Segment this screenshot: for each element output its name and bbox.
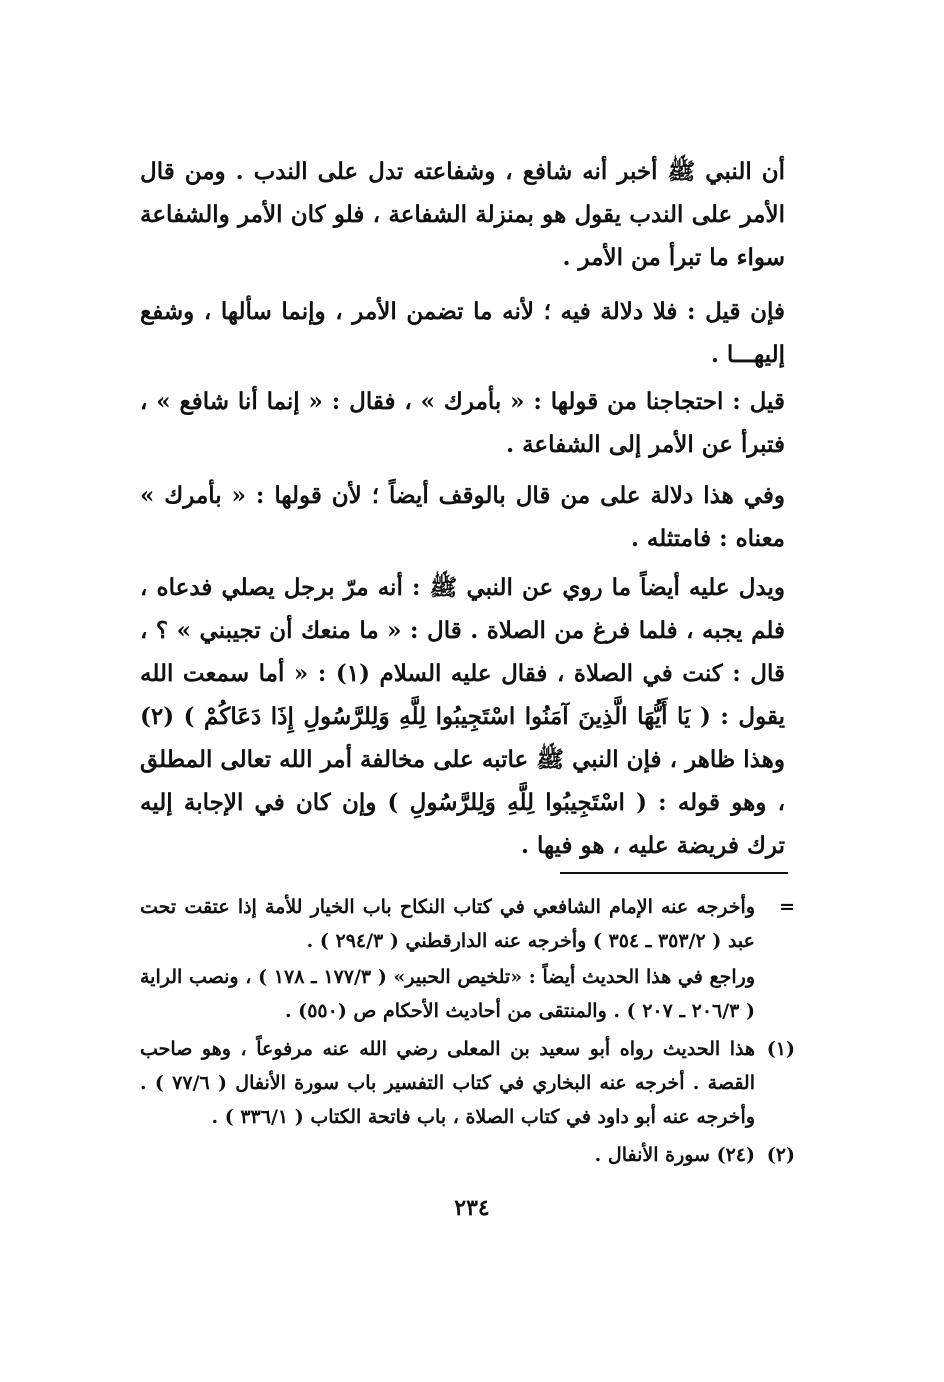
footnote-continuation-mark: = (779, 896, 795, 918)
main-paragraph-4 (140, 474, 785, 560)
paragraph-text: وفي هذا دلالة على من قال بالوقف أيضاً ؛ لأن قولها : « بأمرك » معناه : فامتثله . (140, 482, 785, 552)
footnote-text: هذا الحديث رواه أبو سعيد بن المعلى رضي الله عنه مرفوعاً ، وهو صاحب القصة . أخرجه عنه البخاري في كتاب التفسير باب سورة الأنفال ( ٧٧/٦ ) . وأخرجه عنه أبو داود في كتاب الصلاة ، باب فاتحة الكتاب ( ٣٣٦/١ ) . (140, 1038, 756, 1128)
paragraph-text: أن النبي ﷺ أخبر أنه شافع ، وشفاعته تدل على الندب . ومن قال الأمر على الندب يقول هو بمنزلة الشفاعة ، فلو كان الأمر والشفاعة سواء ما تبرأ من الأمر . (140, 158, 785, 271)
page-number: ٢٣٤ (454, 1195, 490, 1221)
footnote-separator (560, 872, 788, 874)
footnote-continuation-2 (140, 960, 795, 1028)
footnote-continuation (140, 890, 795, 958)
footnote-text: وأخرجه عنه الإمام الشافعي في كتاب النكاح باب الخيار للأمة إذا عتقت تحت عبد ( ٣٥٣/٢ ـ ٣٥٤ ) وأخرجه عنه الدارقطني ( ٢٩٤/٣ ) . (140, 896, 755, 952)
main-paragraph-2 (140, 290, 785, 376)
paragraph-text: فإن قيل : فلا دلالة فيه ؛ لأنه ما تضمن الأمر ، وإنما سألها ، وشفع إليهـــا . (140, 298, 785, 368)
paragraph-text: ويدل عليه أيضاً ما روي عن النبي ﷺ : أنه مرّ برجل يصلي فدعاه ، فلم يجبه ، فلما فرغ من الصلاة . قال : « ما منعك أن تجيبني » ؟ ، قال : كنت في الصلاة ، فقال عليه السلام (١) : « أما سمعت الله يقول : ( يَا أَيُّهَا الَّذِينَ آمَنُوا اسْتَجِيبُوا لِلَّهِ وَلِلرَّسُولِ إِذَا دَعَاكُمْ ) (٢) وهذا ظاهر ، فإن النبي ﷺ عاتبه على مخالفة أمر الله تعالى المطلق ، وهو قوله : ( اسْتَجِيبُوا لِلَّهِ وَلِلرَّسُولِ ) وإن كان في الإجابة إليه ترك فريضة عليه ، هو فيها . (140, 574, 786, 859)
footnote-text: (٢٤) سورة الأنفال . (594, 1144, 755, 1166)
footnote-2 (140, 1138, 795, 1172)
main-paragraph-5 (140, 566, 785, 867)
footnote-text: وراجع في هذا الحديث أيضاً : «تلخيص الحبير» ( ١٧٧/٣ ـ ١٧٨ ) ، ونصب الراية ( ٢٠٦/٣ ـ ٢٠٧ ) . والمنتقى من أحاديث الأحكام ص (٥٥٠) . (140, 966, 756, 1022)
paragraph-text: قيل : احتجاجنا من قولها : « بأمرك » ، فقال : « إنما أنا شافع » ، فتبرأ عن الأمر إلى الشفاعة . (140, 388, 785, 458)
footnote-number: (٢) (766, 1144, 795, 1166)
main-paragraph-3 (140, 380, 785, 466)
main-paragraph-1 (140, 150, 785, 279)
footnote-number: (١) (766, 1038, 795, 1060)
footnote-1 (140, 1032, 795, 1134)
